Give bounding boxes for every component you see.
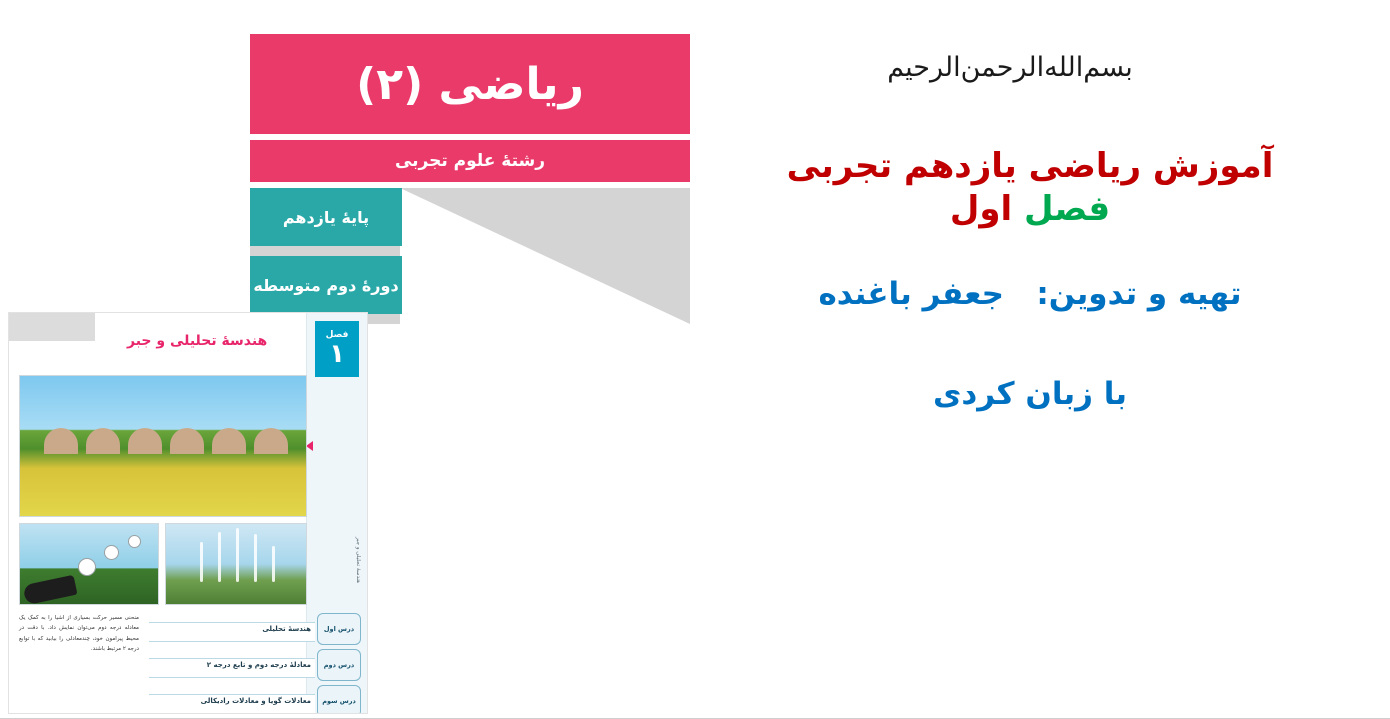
cover-title: ریاضی (۲) — [250, 34, 690, 134]
chapter-number-word: اول — [949, 188, 1024, 229]
triangle-icon — [306, 441, 313, 451]
toc-row — [149, 649, 361, 679]
book-cover — [250, 34, 690, 324]
chapter-badge — [315, 321, 359, 377]
author-line: تهیه و تدوین: جعفر باغنده — [818, 276, 1242, 312]
toc-title: معادلات گویا و معادلات رادیکالی — [200, 697, 311, 705]
page-corner-block — [9, 313, 95, 341]
cover-subject: رشتۀ علوم تجربی — [250, 140, 690, 182]
toc-lesson-badge: درس دوم — [317, 649, 361, 681]
fountain-photo — [165, 523, 307, 605]
textbook-page-preview — [8, 312, 368, 714]
football-photo — [19, 523, 159, 605]
toc-row — [149, 613, 361, 643]
page-toc — [149, 613, 361, 714]
chapter-badge-label: فصل — [325, 330, 349, 341]
chapter-line — [710, 188, 1350, 231]
page-margin-note: هندسۀ تحلیلی و جبر — [355, 537, 361, 583]
cover-grade-tag: پایۀ یازدهم — [250, 188, 402, 246]
toc-lesson-badge: درس سوم — [317, 685, 361, 714]
page-paragraph: منحنی مسیر حرکت بسیاری از اشیا را به کمک یک معادله درجه دوم می‌توان نمایش داد. با دقت در محیط پیرامون خود، چندمعادلی را بیابید که با توابع درجه ۲ مرتبط باشند. — [19, 615, 139, 653]
slide-text-column — [710, 40, 1350, 412]
toc-row — [149, 685, 361, 714]
toc-title: هندسۀ تحلیلی — [262, 625, 311, 633]
chapter-word: فصل — [1024, 188, 1111, 229]
bridge-photo — [19, 375, 307, 517]
toc-title: معادلۀ درجه دوم و تابع درجه ۲ — [206, 661, 311, 669]
page-title: آموزش ریاضی یازدهم تجربی — [786, 146, 1274, 186]
bismillah-line: بسم‌الله‌الرحمن‌الرحیم — [887, 52, 1133, 83]
chapter-badge-number: ۱ — [329, 338, 345, 369]
toc-lesson-badge: درس اول — [317, 613, 361, 645]
cover-level-tag: دورۀ دوم متوسطه — [250, 256, 402, 314]
chapter-title: هندسۀ تحلیلی و جبر — [127, 333, 268, 349]
language-line: با زبان کردی — [932, 376, 1128, 413]
